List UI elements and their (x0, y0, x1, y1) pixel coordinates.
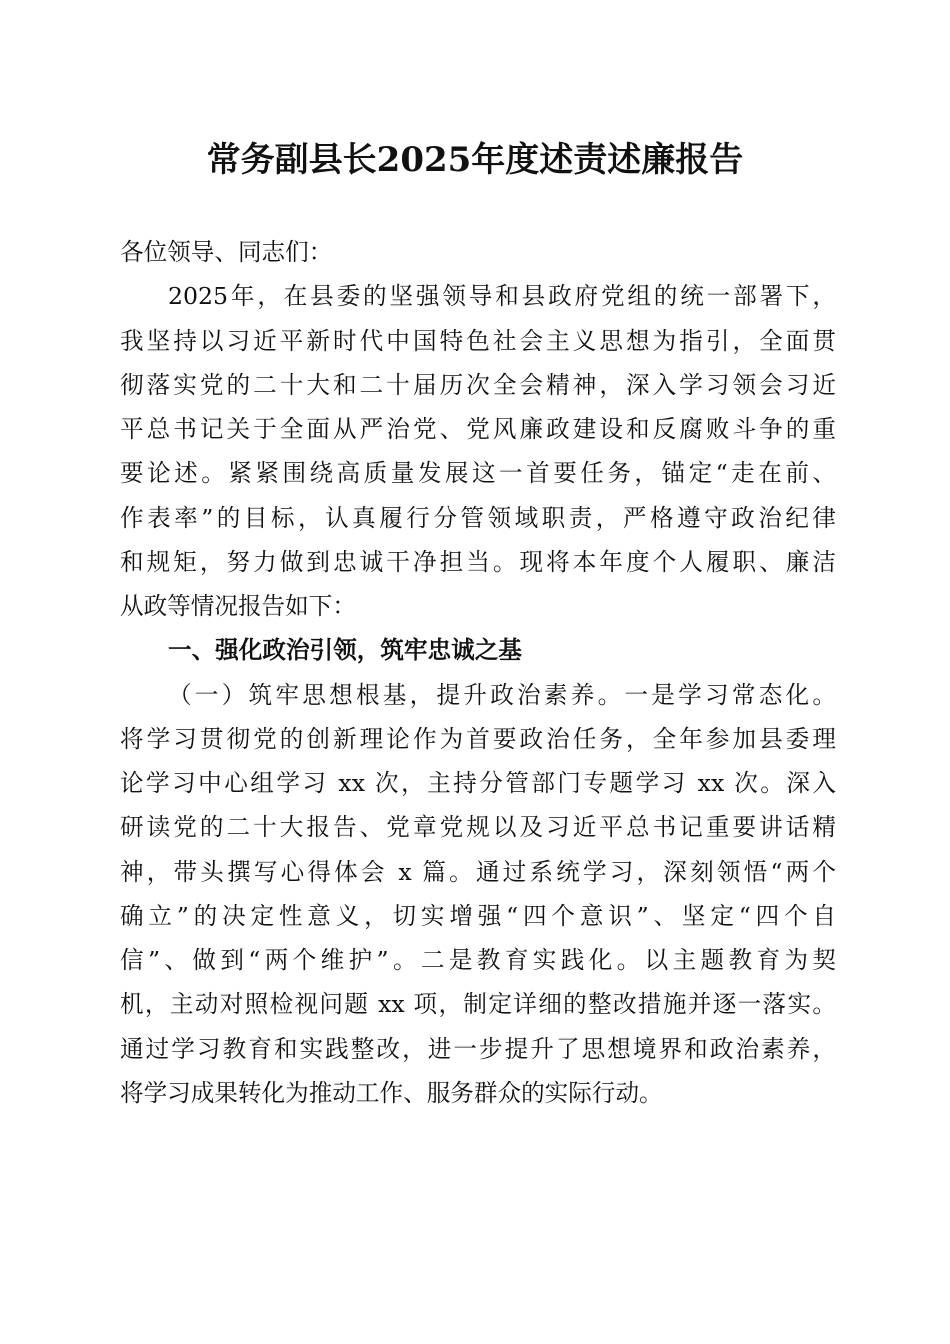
salutation: 各位领导、同志们： (120, 238, 333, 266)
paragraph-line: （一）筑牢思想根基，提升政治素养。一是学习常态化。 (168, 680, 836, 709)
paragraph-line: 和规矩，努力做到忠诚干净担当。现将本年度个人履职、廉洁 (120, 547, 836, 576)
paragraph-line: 研读党的二十大报告、党章党规以及习近平总书记重要讲话精 (120, 813, 836, 842)
paragraph-line: 机，主动对照检视问题 xx 项，制定详细的整改措施并逐一落实。 (120, 990, 836, 1019)
paragraph-line: 从政等情况报告如下： (120, 592, 356, 620)
paragraph-line: 2025年，在县委的坚强领导和县政府党组的统一部署下， (168, 282, 836, 311)
paragraph-line: 彻落实党的二十大和二十届历次全会精神，深入学习领会习近 (120, 370, 836, 399)
paragraph-line: 通过学习教育和实践整改，进一步提升了思想境界和政治素养， (120, 1034, 836, 1063)
paragraph-line: 确立”的决定性意义，切实增强“四个意识”、坚定“四个自 (120, 901, 836, 930)
section-heading: 一、强化政治引领，筑牢忠诚之基 (168, 636, 522, 665)
paragraph-line: 信”、做到“两个维护”。二是教育实践化。以主题教育为契 (120, 946, 836, 974)
paragraph-line: 论学习中心组学习 xx 次，主持分管部门专题学习 xx 次。深入 (120, 769, 836, 797)
paragraph-line: 将学习贯彻党的创新理论作为首要政治任务，全年参加县委理 (120, 724, 836, 753)
document-title: 常务副县长2025年度述责述廉报告 (206, 140, 744, 180)
paragraph-line: 要论述。紧紧围绕高质量发展这一首要任务，锚定“走在前、 (120, 459, 836, 488)
paragraph-line: 我坚持以习近平新时代中国特色社会主义思想为指引，全面贯 (120, 326, 836, 355)
document-body (120, 230, 836, 1115)
paragraph-line: 将学习成果转化为推动工作、服务群众的实际行动。 (120, 1078, 663, 1107)
paragraph-line: 平总书记关于全面从严治党、党风廉政建设和反腐败斗争的重 (120, 415, 836, 443)
paragraph-line: 作表率”的目标，认真履行分管领域职责，严格遵守政治纪律 (120, 503, 836, 532)
paragraph-line: 神，带头撰写心得体会 x 篇。通过系统学习，深刻领悟“两个 (120, 857, 836, 886)
